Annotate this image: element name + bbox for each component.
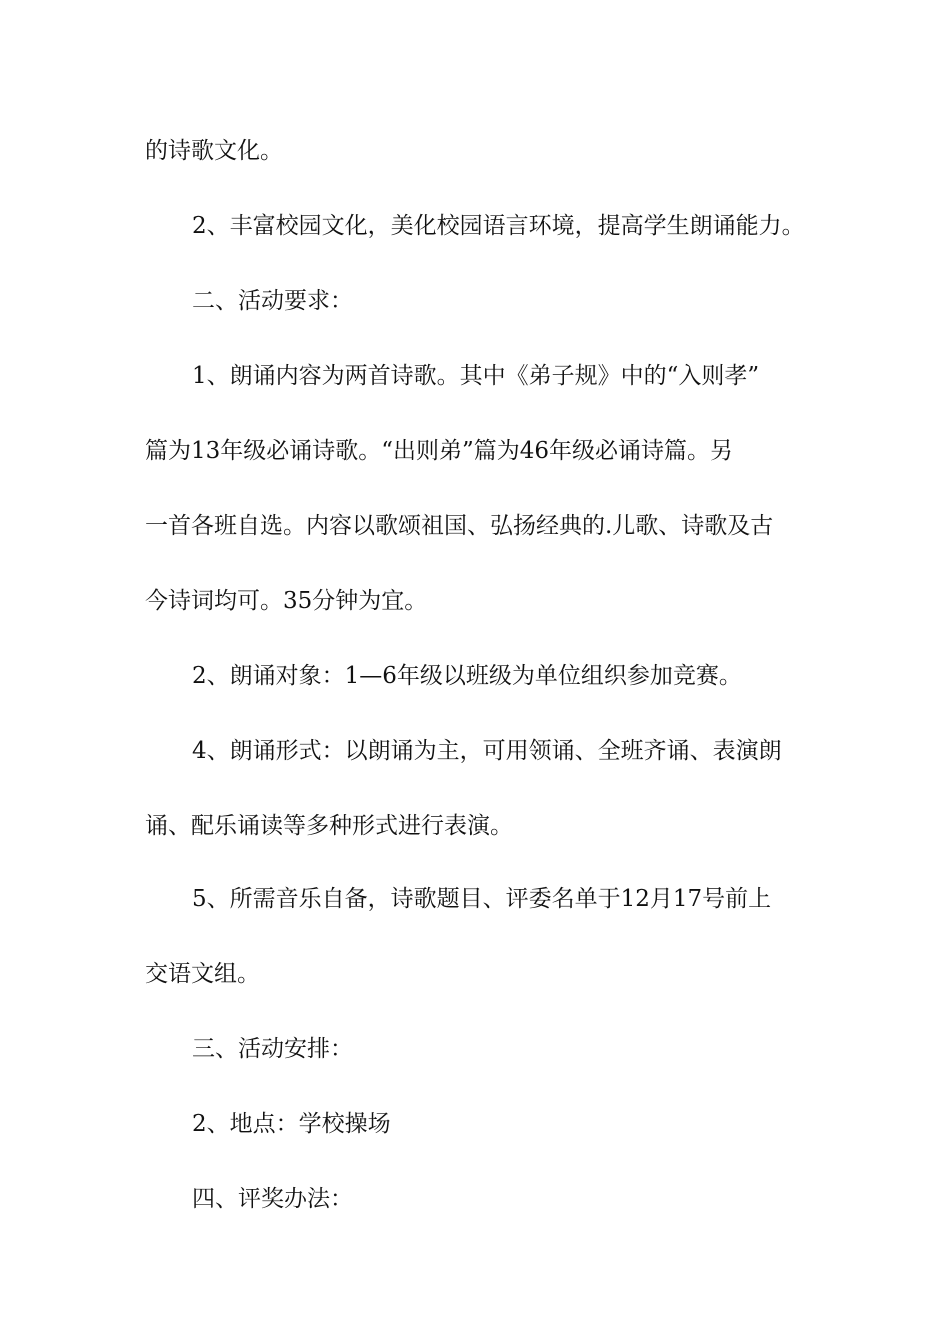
paragraph-line: 的诗歌文化。	[145, 138, 283, 164]
paragraph-line: 今诗词均可。35分钟为宜。	[145, 588, 428, 614]
paragraph-line: 交语文组。	[145, 961, 260, 987]
paragraph-line: 篇为13年级必诵诗歌。“出则弟”篇为46年级必诵诗篇。另	[145, 438, 734, 464]
paragraph-line: 1、朗诵内容为两首诗歌。其中《弟子规》中的“入则孝”	[192, 363, 760, 389]
paragraph-line: 2、地点：学校操场	[192, 1111, 391, 1137]
paragraph-line: 2、朗诵对象：1—6年级以班级为单位组织参加竞赛。	[192, 663, 742, 689]
paragraph-line: 2、丰富校园文化，美化校园语言环境，提高学生朗诵能力。	[192, 213, 805, 239]
paragraph-line: 诵、配乐诵读等多种形式进行表演。	[145, 813, 513, 839]
section-heading: 二、活动要求：	[192, 288, 353, 314]
section-heading: 三、活动安排：	[192, 1036, 353, 1062]
section-heading: 四、评奖办法：	[192, 1186, 353, 1212]
paragraph-line: 一首各班自选。内容以歌颂祖国、弘扬经典的.儿歌、诗歌及古	[145, 513, 774, 539]
paragraph-line: 4、朗诵形式：以朗诵为主，可用领诵、全班齐诵、表演朗	[192, 738, 782, 764]
paragraph-line: 5、所需音乐自备，诗歌题目、评委名单于12月17号前上	[192, 886, 772, 912]
